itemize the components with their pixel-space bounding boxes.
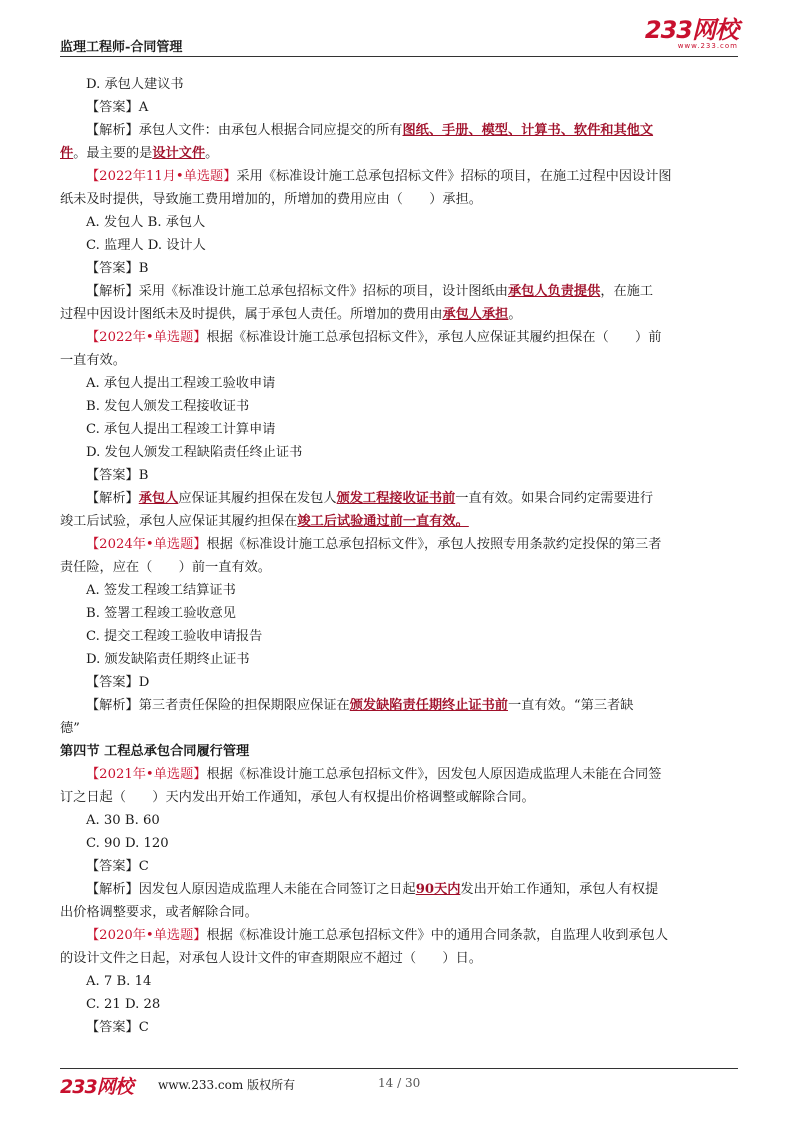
- option-line: A. 7 B. 14: [86, 974, 152, 989]
- answer-line: 【答案】B: [86, 468, 149, 483]
- analysis-line: 【解析】承包人文件：由承包人根据合同应提交的所有图纸、手册、模型、计算书、软件和其他文: [86, 123, 654, 138]
- analysis-line: 【解析】采用《标准设计施工总承包招标文件》招标的项目，设计图纸由承包人负责提供，在施工: [86, 284, 654, 299]
- option-line: A. 签发工程竣工结算证书: [86, 583, 236, 598]
- question-line: 【2024年•单选题】根据《标准设计施工总承包招标文件》，承包人按照专用条款约定投保的第三者: [86, 537, 662, 552]
- option-line: C. 21 D. 28: [86, 997, 161, 1012]
- option-line: B. 发包人颁发工程接收证书: [86, 399, 250, 414]
- logo-text: 233网校: [644, 16, 738, 44]
- answer-line: 【答案】B: [86, 261, 149, 276]
- question-line: 的设计文件之日起，对承包人设计文件的审查期限应不超过（ ）日。: [60, 951, 482, 966]
- question-tag: 【2021年•单选题】: [86, 767, 207, 782]
- option-line: D. 发包人颁发工程缺陷责任终止证书: [86, 445, 303, 460]
- analysis-line: 德”: [60, 721, 80, 736]
- question-tag: 【2020年•单选题】: [86, 928, 207, 943]
- question-line: 一直有效。: [60, 353, 126, 368]
- question-tag: 【2022年•单选题】: [86, 330, 207, 345]
- copyright-text: www.233.com 版权所有: [158, 1078, 296, 1092]
- page-number: 14 / 30: [378, 1076, 421, 1090]
- option-line: B. 签署工程竣工验收意见: [86, 606, 236, 621]
- option-line: A. 发包人 B. 承包人: [86, 215, 206, 230]
- answer-line: 【答案】C: [86, 859, 149, 874]
- question-line: 纸未及时提供，导致施工费用增加的，所增加的费用应由（ ）承担。: [60, 192, 482, 207]
- analysis-line: 【解析】第三者责任保险的担保期限应保证在颁发缺陷责任期终止证书前一直有效。“第三者缺: [86, 698, 634, 713]
- option-line: C. 90 D. 120: [86, 836, 169, 851]
- logo-url: www.233.com: [677, 42, 738, 50]
- question-tag: 【2022年11月•单选题】: [86, 169, 237, 184]
- section-heading: 第四节 工程总承包合同履行管理: [60, 744, 250, 759]
- option-line: C. 提交工程竣工验收申请报告: [86, 629, 263, 644]
- option-line: D. 颁发缺陷责任期终止证书: [86, 652, 250, 667]
- analysis-line: 【解析】因发包人原因造成监理人未能在合同签订之日起90天内发出开始工作通知，承包人有权提: [86, 882, 659, 897]
- question-line: 【2022年11月•单选题】采用《标准设计施工总承包招标文件》招标的项目，在施工过程中因设计图: [86, 169, 672, 184]
- analysis-line: 过程中因设计图纸未及时提供，属于承包人责任。所增加的费用由承包人承担。: [60, 307, 522, 322]
- answer-line: 【答案】D: [86, 675, 150, 690]
- brand-logo: [645, 18, 738, 50]
- question-line: 【2020年•单选题】根据《标准设计施工总承包招标文件》中的通用合同条款，自监理人收到承包人: [86, 928, 669, 943]
- option-line: A. 承包人提出工程竣工验收申请: [86, 376, 276, 391]
- footer-divider: [60, 1068, 738, 1069]
- analysis-line: 件。最主要的是设计文件。: [60, 146, 219, 161]
- question-line: 责任险，应在（ ）前一直有效。: [60, 560, 271, 575]
- option-line: D. 承包人建议书: [86, 77, 184, 92]
- footer-logo: 233网校: [60, 1076, 133, 1098]
- answer-line: 【答案】A: [86, 100, 149, 115]
- analysis-line: 出价格调整要求，或者解除合同。: [60, 905, 258, 920]
- question-line: 【2022年•单选题】根据《标准设计施工总承包招标文件》，承包人应保证其履约担保在（ ）前: [86, 330, 662, 345]
- header-divider: [60, 56, 738, 57]
- analysis-line: 【解析】承包人应保证其履约担保在发包人颁发工程接收证书前一直有效。如果合同约定需要进行: [86, 491, 654, 506]
- document-title: 监理工程师-合同管理: [60, 40, 183, 55]
- option-line: C. 监理人 D. 设计人: [86, 238, 206, 253]
- analysis-line: 竣工后试验，承包人应保证其履约担保在竣工后试验通过前一直有效。: [60, 514, 469, 529]
- option-line: C. 承包人提出工程竣工计算申请: [86, 422, 276, 437]
- option-line: A. 30 B. 60: [86, 813, 160, 828]
- question-line: 订之日起（ ）天内发出开始工作通知，承包人有权提出价格调整或解除合同。: [60, 790, 535, 805]
- answer-line: 【答案】C: [86, 1020, 149, 1035]
- question-line: 【2021年•单选题】根据《标准设计施工总承包招标文件》，因发包人原因造成监理人未能在合同签: [86, 767, 662, 782]
- question-tag: 【2024年•单选题】: [86, 537, 207, 552]
